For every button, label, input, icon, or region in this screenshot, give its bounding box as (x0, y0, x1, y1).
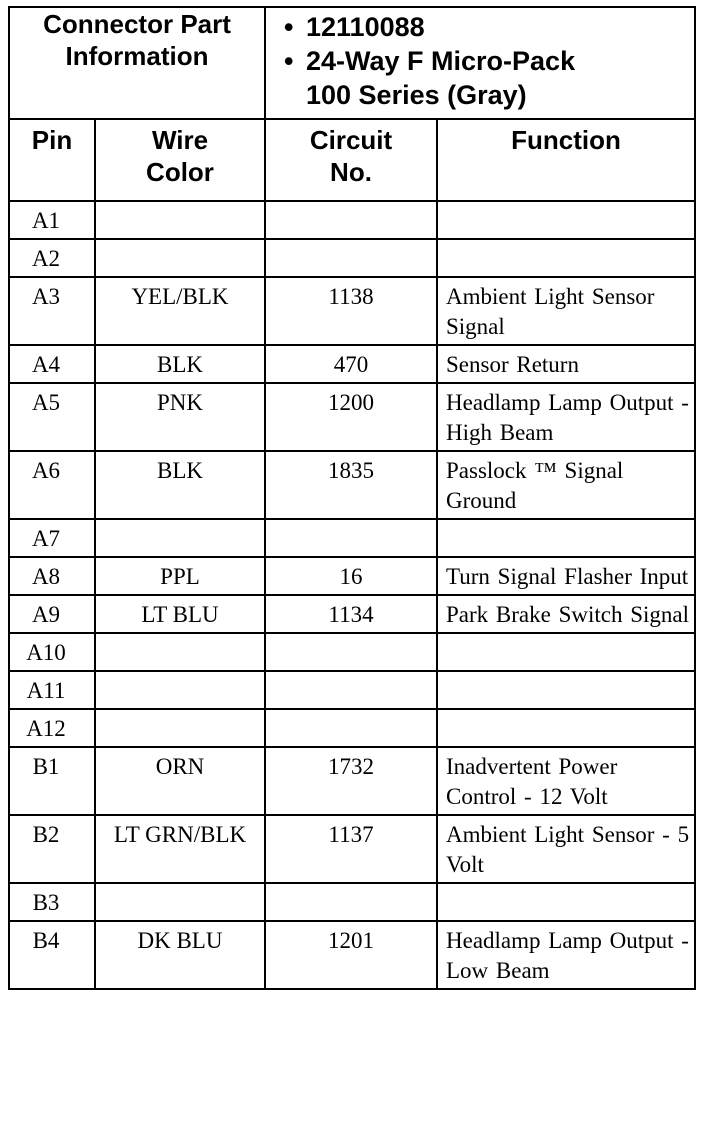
table-body (9, 201, 695, 989)
connector-table (8, 6, 696, 990)
function-cell (437, 709, 695, 747)
table-row (9, 277, 695, 345)
pin-cell: A5 (9, 383, 95, 451)
table-row (9, 883, 695, 921)
wire-color-cell (95, 519, 265, 557)
wire-color-cell: LT GRN/BLK (95, 815, 265, 883)
circuit-cell (265, 201, 437, 239)
pin-cell: A10 (9, 633, 95, 671)
circuit-cell: 1732 (265, 747, 437, 815)
table-row (9, 519, 695, 557)
wire-color-cell: DK BLU (95, 921, 265, 989)
pin-cell: B2 (9, 815, 95, 883)
pin-cell: A4 (9, 345, 95, 383)
spec-connector-type: 24-Way F Micro-Pack (306, 46, 576, 76)
circuit-cell (265, 239, 437, 277)
pin-cell: A6 (9, 451, 95, 519)
col-function-header: Function (437, 119, 695, 201)
wire-color-cell (95, 883, 265, 921)
wire-color-cell (95, 201, 265, 239)
pin-cell: A12 (9, 709, 95, 747)
spec-connector-line2: 100 Series (Gray) (306, 80, 527, 110)
circuit-cell: 16 (265, 557, 437, 595)
connector-spec (265, 7, 695, 119)
function-cell: Inadvertent Power Control - 12 Volt (437, 747, 695, 815)
function-cell: Ambient Light Sensor - 5 Volt (437, 815, 695, 883)
title-line1: Connector Part (43, 9, 231, 39)
pin-cell: A1 (9, 201, 95, 239)
function-cell (437, 671, 695, 709)
bullet-1: • (284, 12, 294, 42)
table-row (9, 201, 695, 239)
title-line2: Information (65, 41, 209, 71)
function-cell: Park Brake Switch Signal (437, 595, 695, 633)
spec-part-number-line (284, 10, 694, 44)
wire-color-cell: PPL (95, 557, 265, 595)
circuit-cell (265, 883, 437, 921)
col-circuit-header (265, 119, 437, 201)
function-cell (437, 201, 695, 239)
circuit-cell: 1134 (265, 595, 437, 633)
circuit-cell (265, 671, 437, 709)
circuit-cell: 1835 (265, 451, 437, 519)
column-header-row (9, 119, 695, 201)
pin-cell: A7 (9, 519, 95, 557)
function-cell: Turn Signal Flasher Input (437, 557, 695, 595)
table-row (9, 451, 695, 519)
circuit-cell (265, 709, 437, 747)
col-circuit-line2: No. (330, 157, 372, 187)
table-row (9, 709, 695, 747)
wire-color-cell (95, 633, 265, 671)
function-cell: Headlamp Lamp Output - High Beam (437, 383, 695, 451)
connector-part-info-label (9, 7, 265, 119)
pin-cell: A9 (9, 595, 95, 633)
table-row (9, 239, 695, 277)
circuit-cell: 1200 (265, 383, 437, 451)
function-cell (437, 519, 695, 557)
circuit-cell: 1138 (265, 277, 437, 345)
wire-color-cell: BLK (95, 451, 265, 519)
spec-connector-line1 (284, 44, 694, 78)
table-row (9, 595, 695, 633)
table-row (9, 921, 695, 989)
col-circuit-line1: Circuit (309, 125, 393, 155)
table-row (9, 557, 695, 595)
wire-color-cell: ORN (95, 747, 265, 815)
circuit-cell (265, 633, 437, 671)
wire-color-cell: YEL/BLK (95, 277, 265, 345)
table-row (9, 633, 695, 671)
function-cell: Ambient Light Sensor Signal (437, 277, 695, 345)
circuit-cell: 1137 (265, 815, 437, 883)
pin-cell: A8 (9, 557, 95, 595)
function-cell (437, 883, 695, 921)
pin-cell: B1 (9, 747, 95, 815)
table-row (9, 383, 695, 451)
function-cell (437, 239, 695, 277)
circuit-cell: 1201 (265, 921, 437, 989)
pin-cell: B3 (9, 883, 95, 921)
table-row (9, 815, 695, 883)
pin-cell: B4 (9, 921, 95, 989)
function-cell: Sensor Return (437, 345, 695, 383)
connector-header-row (9, 7, 695, 119)
function-cell: Headlamp Lamp Output - Low Beam (437, 921, 695, 989)
table-row (9, 747, 695, 815)
col-wire-color-line1: Wire (151, 125, 209, 155)
function-cell (437, 633, 695, 671)
pin-cell: A11 (9, 671, 95, 709)
pin-cell: A3 (9, 277, 95, 345)
col-pin-header: Pin (9, 119, 95, 201)
wire-color-cell (95, 671, 265, 709)
col-wire-color-header (95, 119, 265, 201)
wire-color-cell (95, 709, 265, 747)
wire-color-cell: LT BLU (95, 595, 265, 633)
col-wire-color-line2: Color (146, 157, 214, 187)
pin-cell: A2 (9, 239, 95, 277)
circuit-cell: 470 (265, 345, 437, 383)
wire-color-cell (95, 239, 265, 277)
bullet-2: • (284, 46, 294, 76)
spec-part-number: 12110088 (306, 12, 425, 42)
wire-color-cell: BLK (95, 345, 265, 383)
wire-color-cell: PNK (95, 383, 265, 451)
circuit-cell (265, 519, 437, 557)
table-row (9, 671, 695, 709)
table-row (9, 345, 695, 383)
function-cell: Passlock ™ Signal Ground (437, 451, 695, 519)
